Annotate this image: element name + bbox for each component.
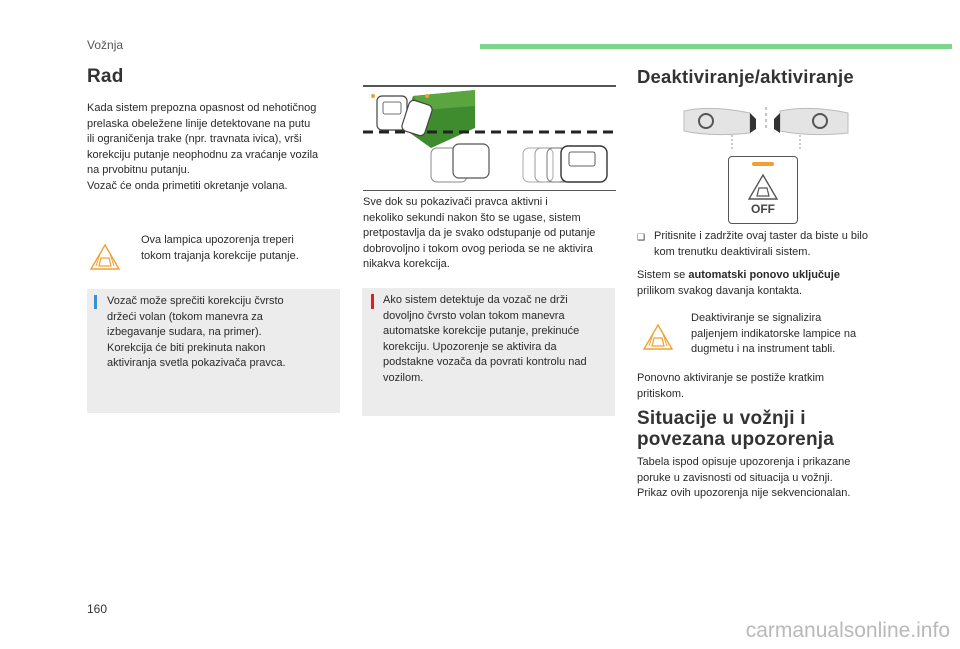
table-intro: Tabela ispod opisuje upozorenja i prikazane poruke u zavisnosti od situacija u vožnji. Prikaz ovih upozorenja nije sekvencionalan. <box>637 456 851 499</box>
warning-note: Ako sistem detektuje da vozač ne drži dovoljno čvrsto volan tokom manevra automatske korekcije putanje, prekinuće korekciju. Upozorenje se aktivira da podstakne vozača da povrati kontrolu nad vozilom. <box>383 294 587 384</box>
section-title-rad: Rad <box>87 66 124 87</box>
warning-icon <box>371 294 374 309</box>
auto-bold: automatski ponovo uključuje <box>688 269 840 281</box>
section-header-bar <box>480 44 952 49</box>
watermark: carmanualsonline.info <box>745 619 950 642</box>
warning-box <box>362 288 615 416</box>
auto-suffix: prilikom svakog davanja kontakta. <box>637 284 803 297</box>
section-title-situations: Situacije u vožnji i povezana upozorenja <box>637 408 835 450</box>
info-icon <box>94 295 97 309</box>
page-number: 160 <box>87 602 108 616</box>
lane-assist-icon <box>747 173 779 201</box>
bullet-checkbox-icon: ❑ <box>637 232 646 242</box>
lane-keep-assist-illustration <box>363 88 616 188</box>
auto-prefix: Sistem se <box>637 269 689 281</box>
intro-paragraph: Kada sistem prepozna opasnost od nehotičnog prelaska obeležene linije detektovane na putu ili ograničenja trake (npr. travnata ivica), vrši korekciju putanje neophodnu za vraćanje vozila na prvobitnu putanju. Vozač će onda primetiti okretanje volana. <box>87 102 319 192</box>
info-box <box>87 289 340 413</box>
reactivation-text: Ponovno aktiviranje se postiže kratkim pritiskom. <box>637 372 825 400</box>
figure-top-rule <box>363 85 616 87</box>
section-header: Vožnja <box>87 38 124 52</box>
press-hold-instruction: Pritisnite i zadržite ovaj taster da biste u bilo kom trenutku deaktivirali sistem. <box>654 230 868 258</box>
off-label: OFF <box>751 202 775 216</box>
section-title-deactivation: Deaktiviranje/aktiviranje <box>637 66 854 87</box>
figure-bottom-rule <box>363 190 616 191</box>
lamp-note: Ova lampica upozorenja treperi tokom trajanja korekcije putanje. <box>141 234 299 262</box>
deactivation-warning-icon <box>643 324 673 350</box>
lane-assist-off-button[interactable] <box>728 156 798 224</box>
indicator-lamp <box>752 162 774 166</box>
signal-paragraph: Sve dok su pokazivači pravca aktivni i nekoliko sekundi nakon što se ugase, sistem pretpostavlja da je svako odstupanje od putanje dobrovoljno i tokom ovog perioda se ne aktivira nikakva korekcija. <box>363 196 596 270</box>
deactivation-note: Deaktiviranje se signalizira paljenjem indikatorske lampice na dugmetu i na instrument tabli. <box>691 312 857 355</box>
steering-wheel-icon <box>680 107 852 157</box>
info-note: Vozač može sprečiti korekciju čvrsto držeći volan (tokom manevra za izbegavanje sudara, na primer). Korekcija će biti prekinuta nakon aktiviranja svetla pokazivača pravca. <box>107 295 286 369</box>
lane-warning-icon <box>90 244 120 270</box>
auto-reactivation-text <box>637 268 897 299</box>
